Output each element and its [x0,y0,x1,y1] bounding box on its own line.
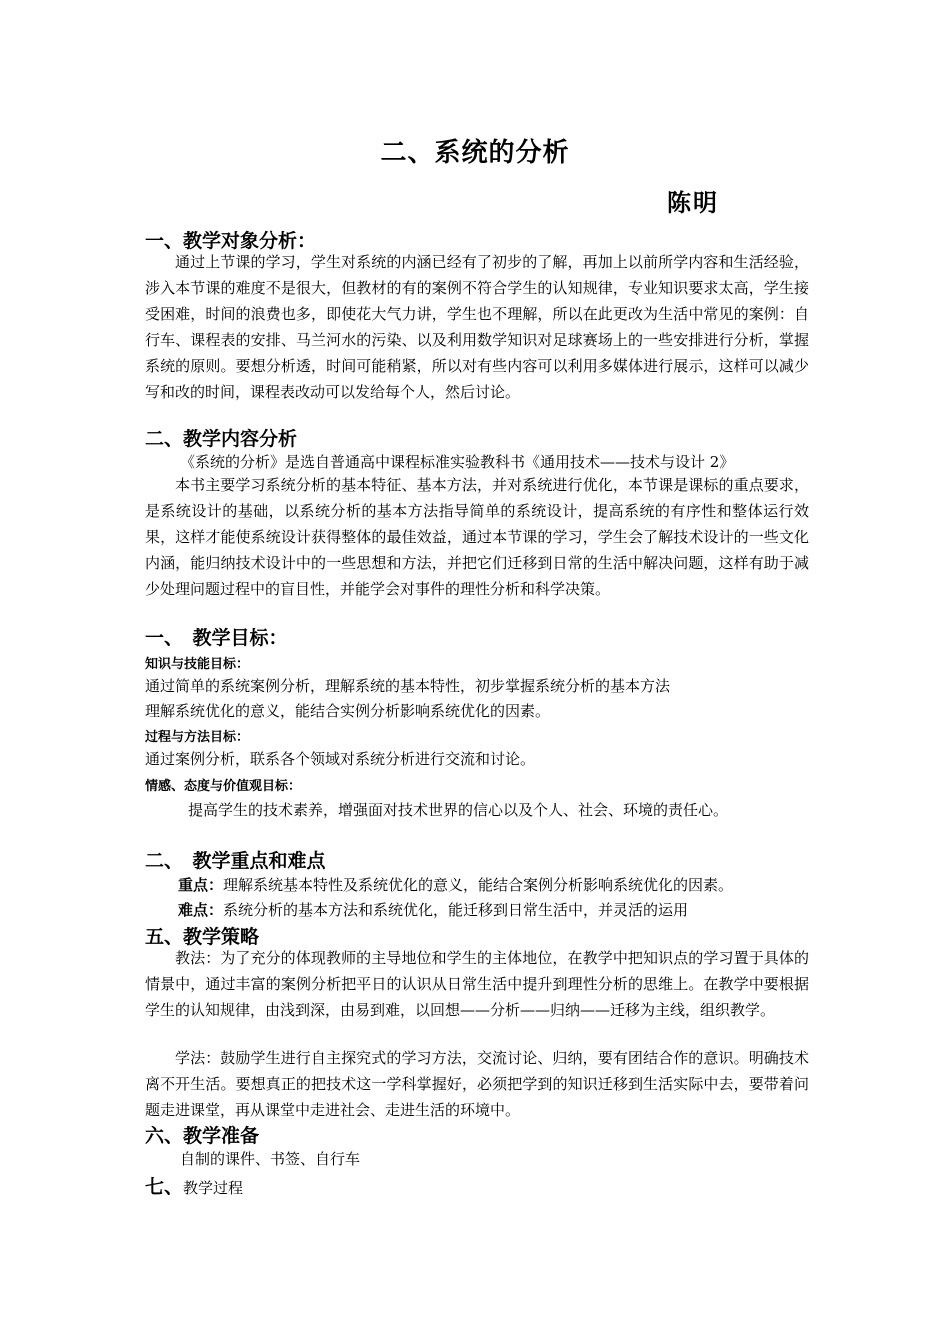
section-heading-teaching-goals: 一、 教学目标： [145,627,288,649]
section-heading-key-difficult-points: 二、 教学重点和难点 [145,850,326,872]
key-point-label: 重点： [178,876,224,894]
goal-process-method-heading: 过程与方法目标： [145,730,250,745]
teaching-method-paragraph: 教法：为了充分的体现教师的主导地位和学生的主体地位，在教学中把知识点的学习置于具体的情景中，通过丰富的案例分析把平日的认识从日常生活中提升到理性分析的思维上。在教学中要根据学生的认知规律，由浅到深，由易到难，以回想——分析——归纳——迁移为主线，组织教学。 [145,949,809,1019]
author-name: 陈明 [667,189,719,217]
key-point-line [178,874,733,895]
goal-emotion-values-heading: 情感、态度与价值观目标： [145,779,302,794]
key-point-text: 理解系统基本特性及系统优化的意义，能结合案例分析影响系统优化的因素。 [223,876,734,894]
section-heading-teaching-strategy: 五、教学策略 [145,926,260,948]
section-heading-student-analysis: 一、教学对象分析： [145,230,317,252]
difficult-point-text: 系统分析的基本方法和系统优化，能迁移到日常生活中，并灵活的运用 [223,901,689,919]
section-7-number: 七、 [145,1176,184,1198]
section-heading-teaching-process [145,1172,243,1199]
student-analysis-paragraph: 通过上节课的学习，学生对系统的内涵已经有了初步的了解，再加上以前所学内容和生活经验，涉入本节课的难度不是很大，但教材的有的案例不符合学生的认知规律，专业知识要求太高，学生接受困难，时间的浪费也多，即使花大气力讲，学生也不理解，所以在此更改为生活中常见的案例：自行车、课程表的安排、马兰河水的污染、以及利用数学知识对足球赛场上的一些安排进行分析，掌握系统的原则。要想分析透，时间可能稍紧，所以对有些内容可以利用多媒体进行展示，这样可以减少写和改的时间，课程表改动可以发给每个人，然后讨论。 [145,253,809,401]
goal-knowledge-line-1: 通过简单的系统案例分析，理解系统的基本特性，初步掌握系统分析的基本方法 [145,677,671,695]
section-7-title: 教学过程 [183,1179,244,1197]
goal-emotion-line-1: 提高学生的技术素养，增强面对技术世界的信心以及个人、社会、环境的责任心。 [188,801,729,819]
section-heading-teaching-preparation: 六、教学准备 [145,1125,260,1147]
teaching-preparation-text: 自制的课件、书签、自行车 [180,1150,361,1168]
goal-knowledge-skills-heading: 知识与技能目标： [145,657,250,672]
section-heading-content-analysis: 二、教学内容分析 [145,428,298,450]
goal-knowledge-line-2: 理解系统优化的意义，能结合实例分析影响系统优化的因素。 [145,702,551,720]
difficult-point-line [178,899,688,920]
difficult-point-label: 难点： [178,901,224,919]
content-analysis-paragraph: 本书主要学习系统分析的基本特征、基本方法，并对系统进行优化，本节课是课标的重点要求，是系统设计的基础，以系统分析的基本方法指导简单的系统设计，提高系统的有序性和整体运行效果，这样才能使系统设计获得整体的最佳效益，通过本节课的学习，学生会了解技术设计的一些文化内涵，能归纳技术设计中的一些思想和方法，并把它们迁移到日常的生活中解决问题，这样有助于减少处理问题过程中的盲目性，并能学会对事件的理性分析和科学决策。 [145,476,809,598]
content-analysis-source-line: 《系统的分析》是选自普通高中课程标准实验教科书《通用技术——技术与设计 2》 [180,453,735,471]
goal-process-line-1: 通过案例分析，联系各个领域对系统分析进行交流和讨论。 [145,750,536,768]
page-title: 二、系统的分析 [380,138,570,168]
learning-method-paragraph: 学法：鼓励学生进行自主探究式的学习方法，交流讨论、归纳，要有团结合作的意识。明确技术离不开生活。要想真正的把技术这一学科掌握好，必须把学到的知识迁移到生活实际中去，要带着问题走进课堂，再从课堂中走进社会、走进生活的环境中。 [145,1049,809,1119]
